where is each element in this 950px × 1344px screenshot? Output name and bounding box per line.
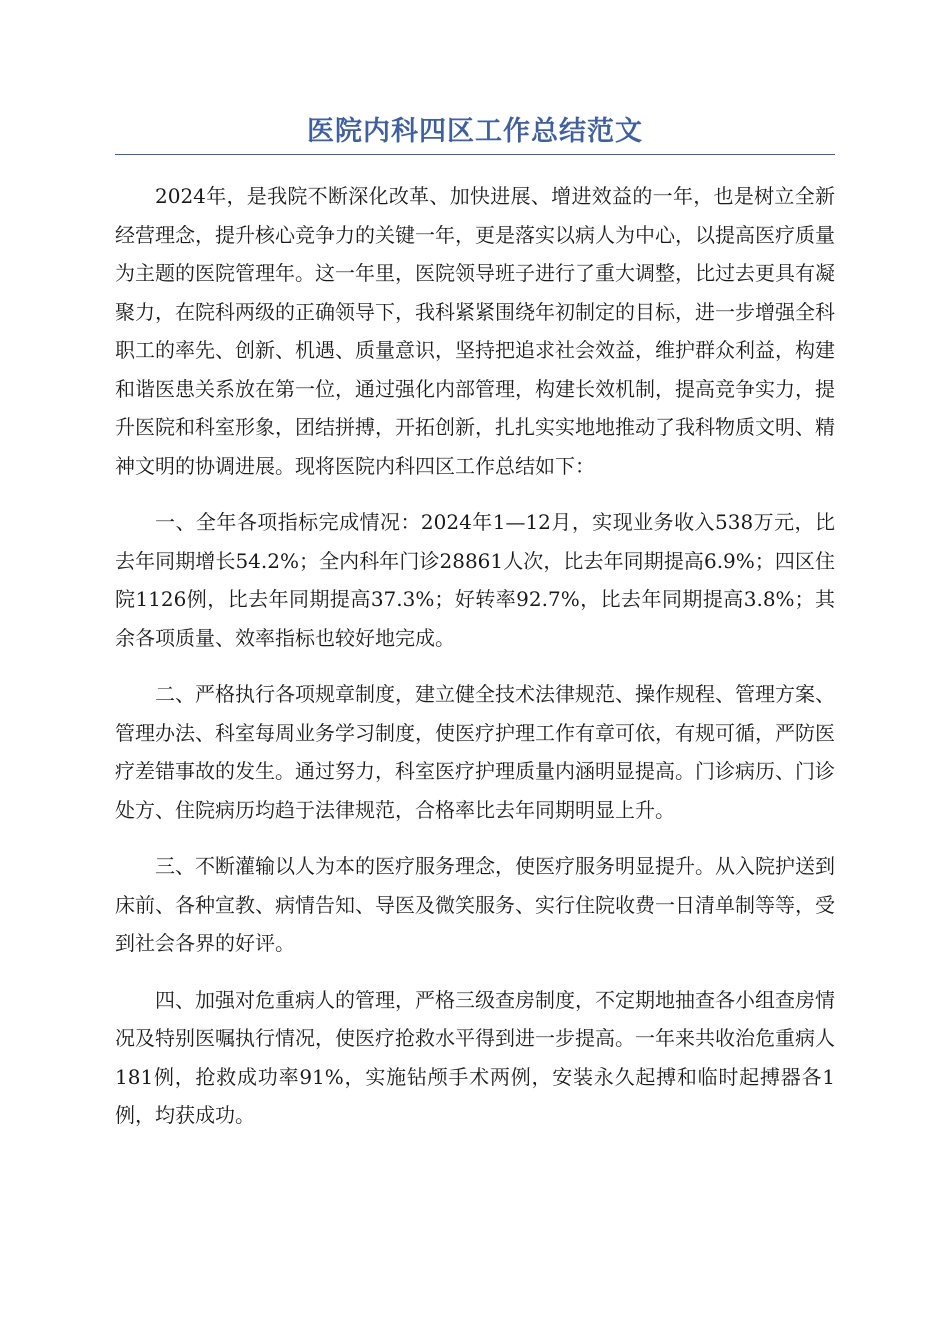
document-title: 医院内科四区工作总结范文 <box>307 116 643 147</box>
paragraph-service: 三、不断灌输以人为本的医疗服务理念，使医疗服务明显提升。从入院护送到床前、各种宣教、病情告知、导医及微笑服务、实行住院收费一日清单制等等，受到社会各界的好评。 <box>115 854 835 955</box>
paragraph-indicators: 一、全年各项指标完成情况：2024年1—12月，实现业务收入538万元，比去年同期增长54.2%；全内科年门诊28861人次，比去年同期提高6.9%；四区住院1126例，比去年同期提高37.3%；好转率92.7%，比去年同期提高3.8%；其余各项质量、效率指标也较好地完成。 <box>115 510 835 650</box>
paragraph-critical-care: 四、加强对危重病人的管理，严格三级查房制度，不定期地抽查各小组查房情况及特别医嘱执行情况，使医疗抢救水平得到进一步提高。一年来共收治危重病人181例，抢救成功率91%，实施钻颅手术两例，安装永久起搏和临时起搏器各1例，均获成功。 <box>115 987 835 1127</box>
title-underline <box>115 154 835 155</box>
document-page <box>115 112 835 1153</box>
paragraph-regulations: 二、严格执行各项规章制度，建立健全技术法律规范、操作规程、管理方案、管理办法、科室每周业务学习制度，使医疗护理工作有章可依，有规可循，严防医疗差错事故的发生。通过努力，科室医疗护理质量内涵明显提高。门诊病历、门诊处方、住院病历均趋于法律规范，合格率比去年同期明显上升。 <box>115 682 835 822</box>
paragraph-intro: 2024年，是我院不断深化改革、加快进展、增进效益的一年，也是树立全新经营理念，提升核心竞争力的关键一年，更是落实以病人为中心，以提高医疗质量为主题的医院管理年。这一年里，医院领导班子进行了重大调整，比过去更具有凝聚力，在院科两级的正确领导下，我科紧紧围绕年初制定的目标，进一步增强全科职工的率先、创新、机遇、质量意识，坚持把追求社会效益，维护群众利益，构建和谐医患关系放在第一位，通过强化内部管理，构建长效机制，提高竞争实力，提升医院和科室形象，团结拼搏，开拓创新，扎扎实实地地推动了我科物质文明、精神文明的协调进展。现将医院内科四区工作总结如下： <box>115 184 835 478</box>
